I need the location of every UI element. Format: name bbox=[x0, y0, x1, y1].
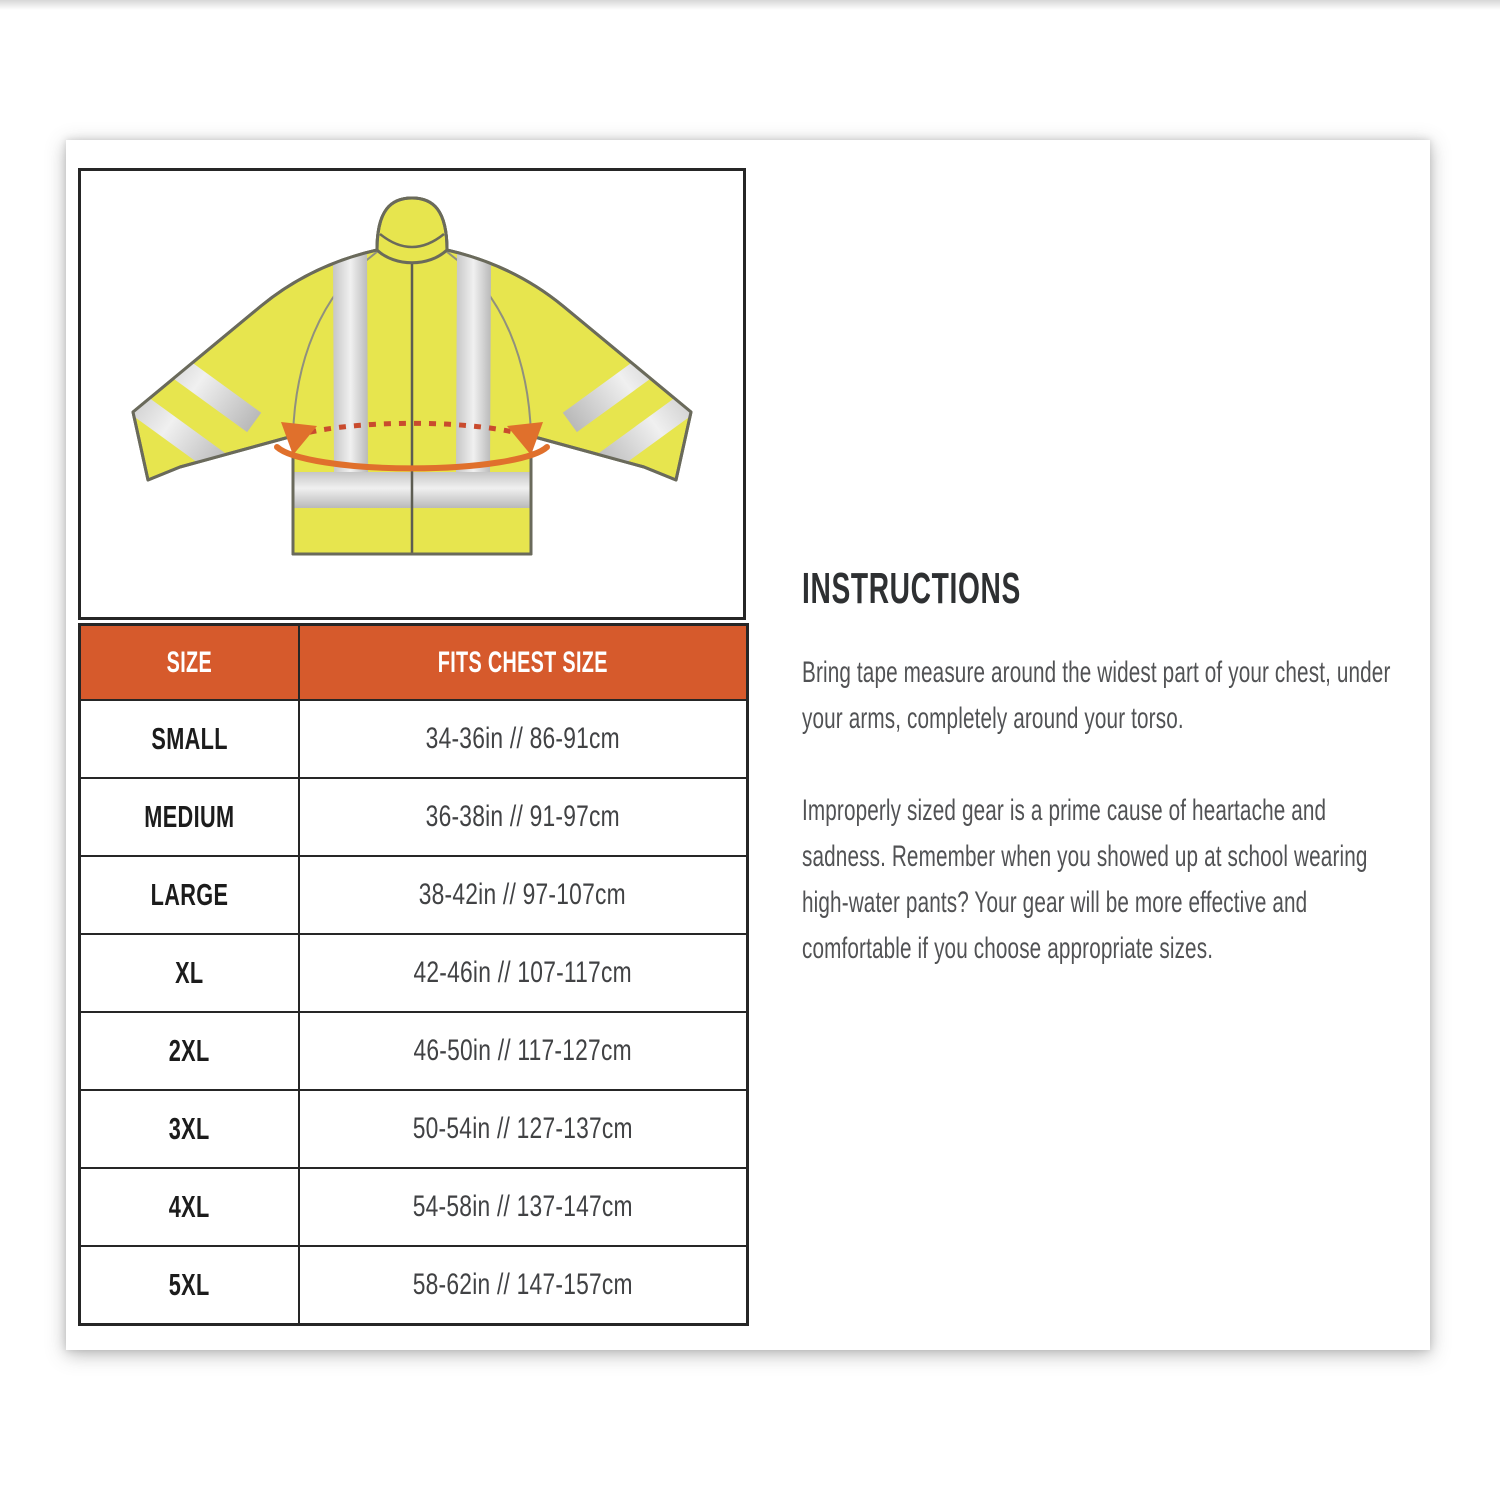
size-cell: XL bbox=[80, 934, 299, 1012]
size-column-header: SIZE bbox=[80, 625, 299, 701]
instructions-title: INSTRUCTIONS bbox=[802, 564, 1021, 613]
instructions-paragraph-1: Bring tape measure around the widest part of your chest, under your arms, completely around your torso. bbox=[802, 656, 1391, 735]
instructions-section bbox=[802, 564, 1462, 972]
jacket-measurement-illustration bbox=[81, 171, 743, 617]
chest-size-cell: 50-54in // 127-137cm bbox=[299, 1090, 748, 1168]
size-chart-image-frame bbox=[78, 168, 746, 620]
table-row bbox=[80, 1168, 748, 1246]
table-row bbox=[80, 1012, 748, 1090]
table-row bbox=[80, 778, 748, 856]
size-cell: 5XL bbox=[80, 1246, 299, 1325]
size-cell: 2XL bbox=[80, 1012, 299, 1090]
table-row bbox=[80, 1246, 748, 1325]
chest-size-cell: 58-62in // 147-157cm bbox=[299, 1246, 748, 1325]
table-header-row bbox=[80, 625, 748, 701]
chest-size-cell: 34-36in // 86-91cm bbox=[299, 700, 748, 778]
chest-size-cell: 42-46in // 107-117cm bbox=[299, 934, 748, 1012]
chest-size-cell: 38-42in // 97-107cm bbox=[299, 856, 748, 934]
size-cell: 3XL bbox=[80, 1090, 299, 1168]
size-cell: 4XL bbox=[80, 1168, 299, 1246]
size-chart-table bbox=[78, 623, 749, 1326]
chest-size-cell: 54-58in // 137-147cm bbox=[299, 1168, 748, 1246]
size-cell: MEDIUM bbox=[80, 778, 299, 856]
table-row bbox=[80, 934, 748, 1012]
size-cell: SMALL bbox=[80, 700, 299, 778]
chest-size-column-header: FITS CHEST SIZE bbox=[299, 625, 748, 701]
table-row bbox=[80, 700, 748, 778]
size-cell: LARGE bbox=[80, 856, 299, 934]
page-top-edge bbox=[0, 0, 1500, 10]
instructions-paragraph-2: Improperly sized gear is a prime cause of heartache and sadness. Remember when you showed up at school wearing high-water pants? Your gear will be more effective and comfortable if you choose appropriate sizes. bbox=[802, 794, 1368, 965]
table-row bbox=[80, 1090, 748, 1168]
size-chart-card bbox=[66, 140, 1430, 1350]
table-row bbox=[80, 856, 748, 934]
chest-size-cell: 46-50in // 117-127cm bbox=[299, 1012, 748, 1090]
chest-size-cell: 36-38in // 91-97cm bbox=[299, 778, 748, 856]
